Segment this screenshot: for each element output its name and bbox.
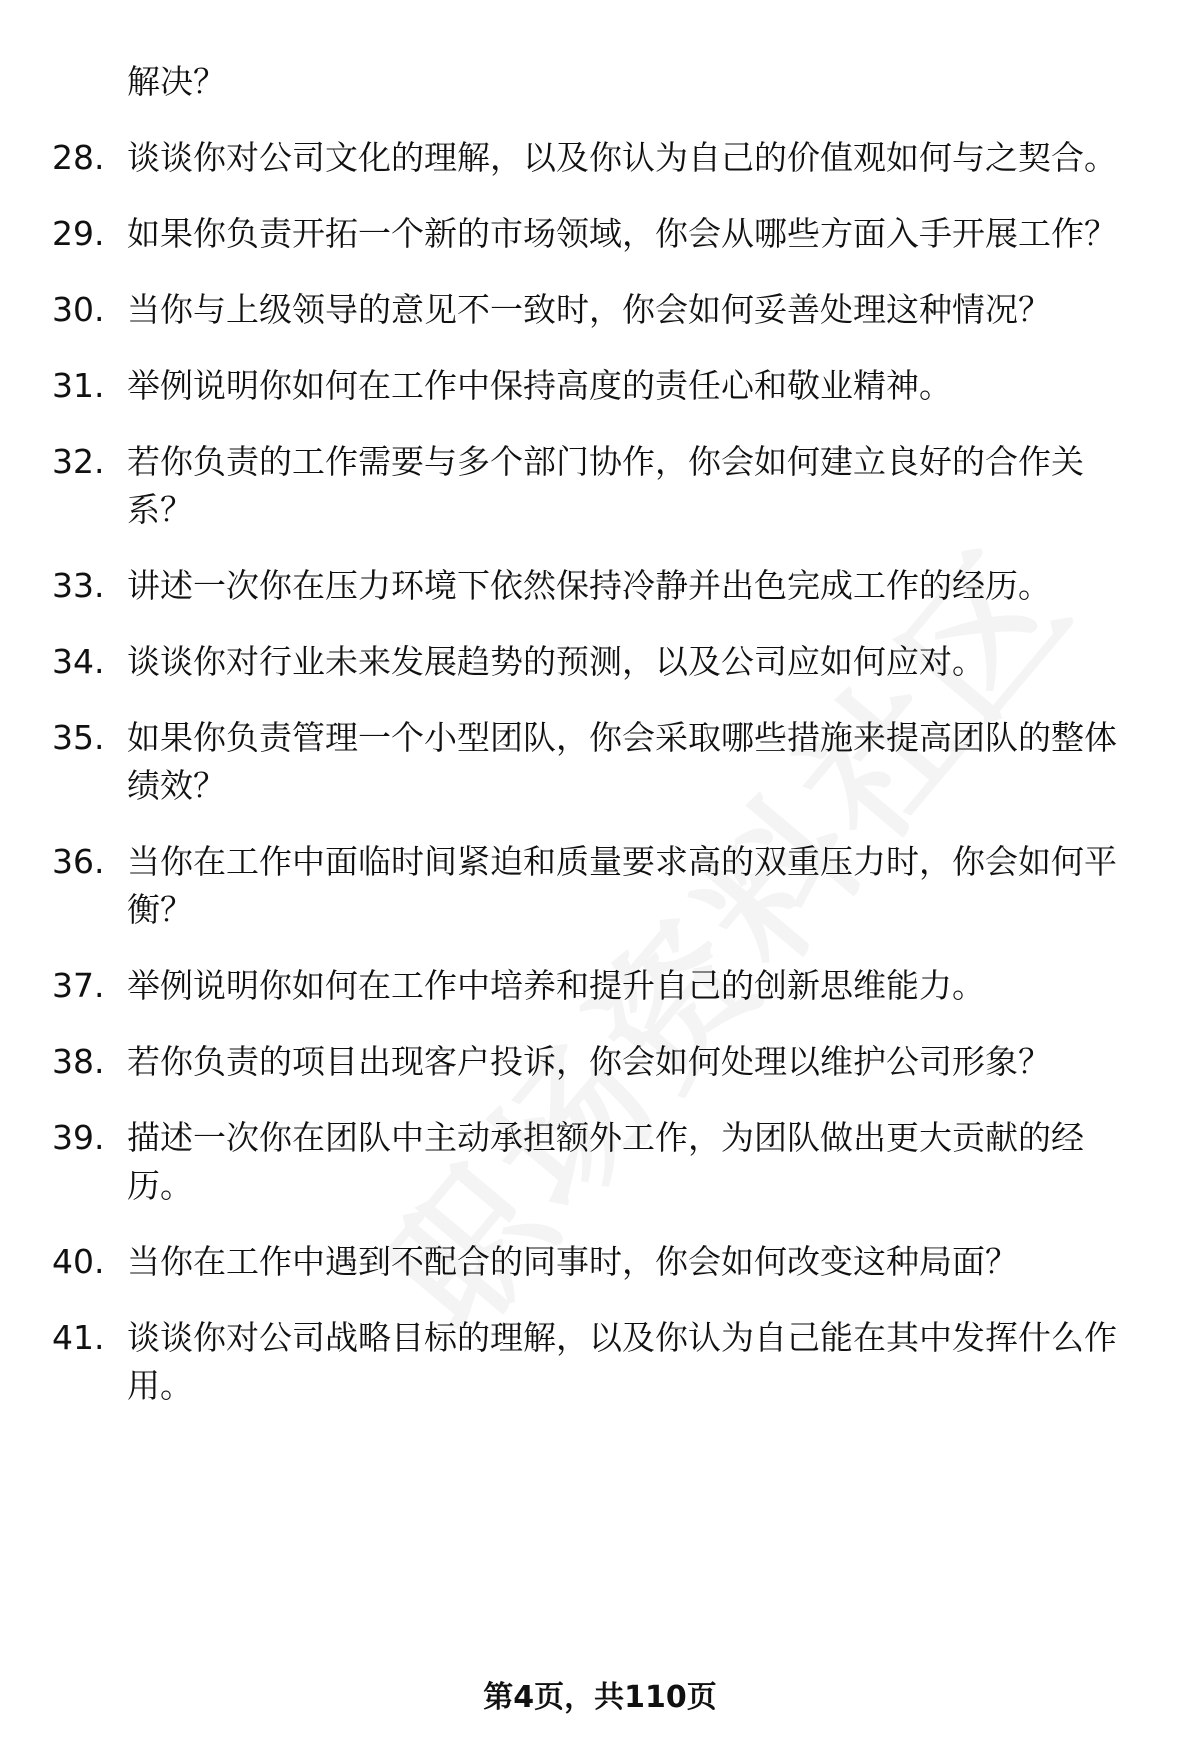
question-text: 如果你负责管理一个小型团队，你会采取哪些措施来提高团队的整体绩效？ <box>127 718 1117 805</box>
question-text: 当你在工作中面临时间紧迫和质量要求高的双重压力时，你会如何平衡？ <box>127 842 1117 929</box>
question-number: 35. <box>52 718 105 757</box>
question-item <box>52 362 1130 410</box>
page-footer: 第4页，共110页 <box>483 1680 717 1715</box>
question-text: 描述一次你在团队中主动承担额外工作，为团队做出更大贡献的经历。 <box>127 1118 1084 1205</box>
question-text: 举例说明你如何在工作中培养和提升自己的创新思维能力。 <box>127 966 985 1005</box>
question-number: 32. <box>52 442 105 481</box>
question-number: 40. <box>52 1242 105 1281</box>
question-number: 33. <box>52 566 105 605</box>
question-item <box>52 210 1130 258</box>
question-item <box>52 134 1130 182</box>
question-text: 若你负责的项目出现客户投诉，你会如何处理以维护公司形象？ <box>127 1042 1051 1081</box>
question-number: 31. <box>52 366 105 405</box>
question-number: 28. <box>52 138 105 177</box>
question-item <box>52 438 1130 534</box>
question-number: 36. <box>52 842 105 881</box>
question-item <box>52 286 1130 334</box>
question-item <box>52 1238 1130 1286</box>
question-text: 若你负责的工作需要与多个部门协作，你会如何建立良好的合作关系？ <box>127 442 1084 529</box>
continued-text: 解决？ <box>127 62 226 101</box>
question-text: 谈谈你对行业未来发展趋势的预测，以及公司应如何应对。 <box>127 642 985 681</box>
question-item <box>52 962 1130 1010</box>
question-number: 38. <box>52 1042 105 1081</box>
question-item <box>52 714 1130 810</box>
question-number: 29. <box>52 214 105 253</box>
question-item <box>52 1038 1130 1086</box>
question-item <box>52 562 1130 610</box>
question-text: 谈谈你对公司文化的理解，以及你认为自己的价值观如何与之契合。 <box>127 138 1117 177</box>
question-text: 如果你负责开拓一个新的市场领域，你会从哪些方面入手开展工作？ <box>127 214 1117 253</box>
question-text: 当你与上级领导的意见不一致时，你会如何妥善处理这种情况？ <box>127 290 1051 329</box>
question-list <box>52 134 1130 1410</box>
question-text: 当你在工作中遇到不配合的同事时，你会如何改变这种局面？ <box>127 1242 1018 1281</box>
question-number: 30. <box>52 290 105 329</box>
question-number: 37. <box>52 966 105 1005</box>
question-number: 41. <box>52 1318 105 1357</box>
question-item <box>52 1314 1130 1410</box>
question-number: 34. <box>52 642 105 681</box>
question-item <box>52 838 1130 934</box>
question-text: 讲述一次你在压力环境下依然保持冷静并出色完成工作的经历。 <box>127 566 1051 605</box>
question-text: 举例说明你如何在工作中保持高度的责任心和敬业精神。 <box>127 366 952 405</box>
question-item <box>52 638 1130 686</box>
question-text: 谈谈你对公司战略目标的理解，以及你认为自己能在其中发挥什么作用。 <box>127 1318 1117 1405</box>
question-item <box>52 1114 1130 1210</box>
question-number: 39. <box>52 1118 105 1157</box>
